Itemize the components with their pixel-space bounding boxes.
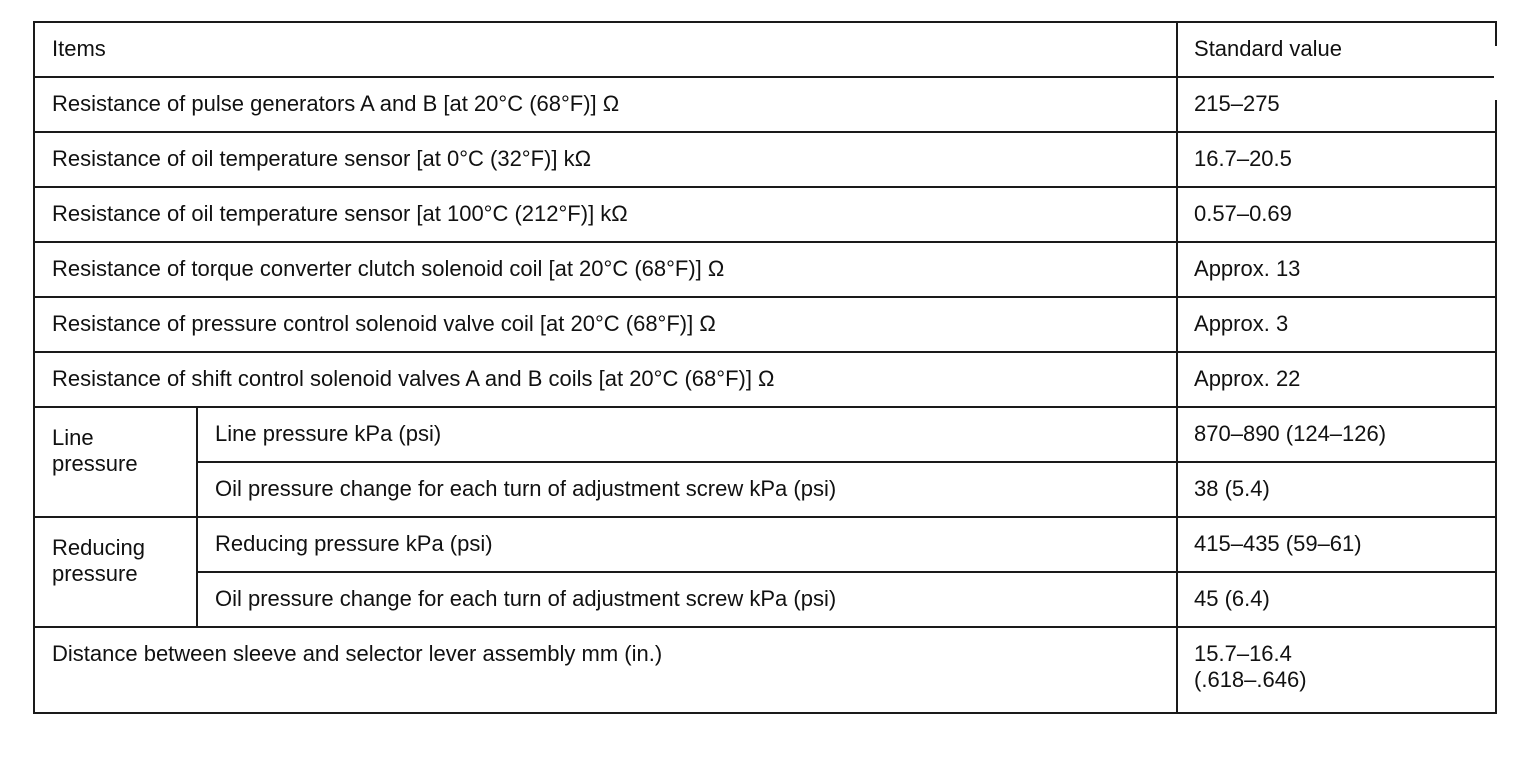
row-value <box>1177 627 1496 713</box>
row-item: Distance between sleeve and selector lever assembly mm (in.) <box>34 627 1177 713</box>
row-value: 45 (6.4) <box>1177 572 1496 627</box>
group-label-line2: pressure <box>52 451 138 476</box>
row-item: Resistance of oil temperature sensor [at 100°C (212°F)] kΩ <box>34 187 1177 242</box>
table-row <box>34 242 1496 297</box>
header-items: Items <box>34 22 1177 77</box>
row-value: 0.57–0.69 <box>1177 187 1496 242</box>
row-item: Line pressure kPa (psi) <box>197 407 1177 462</box>
row-item: Resistance of oil temperature sensor [at 0°C (32°F)] kΩ <box>34 132 1177 187</box>
table-row <box>34 572 1496 627</box>
row-value: 870–890 (124–126) <box>1177 407 1496 462</box>
table-row <box>34 352 1496 407</box>
row-item: Oil pressure change for each turn of adjustment screw kPa (psi) <box>197 572 1177 627</box>
row-item: Oil pressure change for each turn of adjustment screw kPa (psi) <box>197 462 1177 517</box>
table-row <box>34 462 1496 517</box>
table-row <box>34 297 1496 352</box>
row-value: Approx. 3 <box>1177 297 1496 352</box>
table-row <box>34 407 1496 462</box>
row-value-line2: (.618–.646) <box>1194 667 1307 692</box>
border-gap <box>1494 46 1498 100</box>
row-value: 415–435 (59–61) <box>1177 517 1496 572</box>
table-header-row <box>34 22 1496 77</box>
header-standard-value: Standard value <box>1177 22 1496 77</box>
group-label-line1: Line <box>52 425 94 450</box>
table-row <box>34 517 1496 572</box>
table-row <box>34 77 1496 132</box>
group-label-line2: pressure <box>52 561 138 586</box>
row-value: 38 (5.4) <box>1177 462 1496 517</box>
row-item: Resistance of shift control solenoid valves A and B coils [at 20°C (68°F)] Ω <box>34 352 1177 407</box>
table-row <box>34 627 1496 713</box>
table-row <box>34 187 1496 242</box>
specification-table <box>33 21 1497 714</box>
row-item: Reducing pressure kPa (psi) <box>197 517 1177 572</box>
row-value: Approx. 13 <box>1177 242 1496 297</box>
group-label-reducing-pressure <box>34 517 197 627</box>
row-value: 215–275 <box>1177 77 1496 132</box>
row-item: Resistance of torque converter clutch solenoid coil [at 20°C (68°F)] Ω <box>34 242 1177 297</box>
group-label-line-pressure <box>34 407 197 517</box>
row-item: Resistance of pulse generators A and B [at 20°C (68°F)] Ω <box>34 77 1177 132</box>
table-row <box>34 132 1496 187</box>
row-item: Resistance of pressure control solenoid valve coil [at 20°C (68°F)] Ω <box>34 297 1177 352</box>
group-label-line1: Reducing <box>52 535 145 560</box>
row-value: Approx. 22 <box>1177 352 1496 407</box>
row-value: 16.7–20.5 <box>1177 132 1496 187</box>
row-value-line1: 15.7–16.4 <box>1194 641 1292 666</box>
